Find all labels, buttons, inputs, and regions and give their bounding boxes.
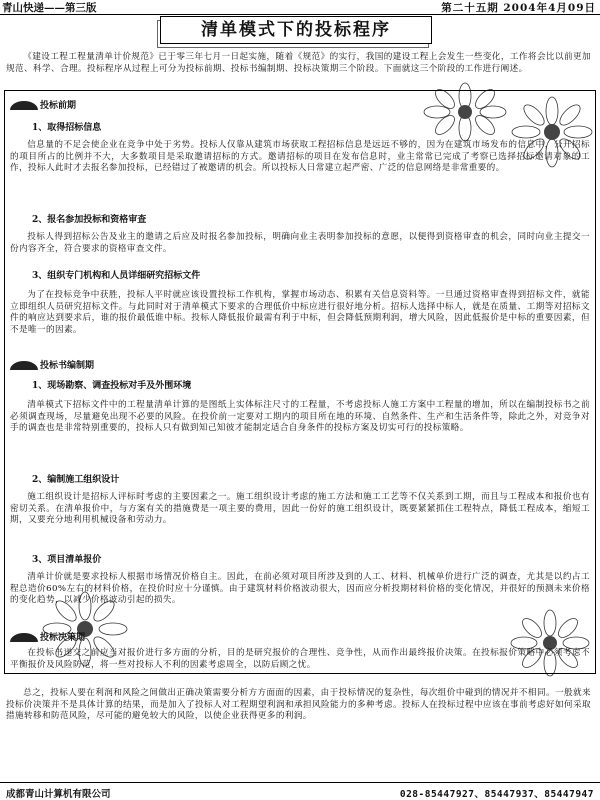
body-paragraph: 信息量的不足会使企业在竞争中处于劣势。投标人仅靠从建筑市场获取工程招标信息是远远不够的，因为在建筑市场发布的信息中，公开招标的项目所占的比例并不大，大多数项目是采取邀请招标的方式。邀请招标的项目在发布信息时，业主常常已完成了考察已选择招标邀请对象的工作，投标人此时才去报名参加投标，已经错过了被邀请的机会。所以投标人日常建立起严密、广泛的信息网络是非常重要的。 (10, 140, 590, 174)
intro-paragraph: 《建设工程工程量清单计价规范》已于零三年七月一日起实施，随着《规范》的实行，我国的建设工程上会发生一些变化，工作将会比以前更加规范、科学、合理。投标程序从过程上可分为投标前期、投标书编制期、投标决策期三个阶段。下面就这三个阶段的工作进行阐述。 (6, 52, 591, 74)
body-paragraph: 为了在投标竞争中获胜，投标人平时就应该设置投标工作机构，掌握市场动态、积累有关信息资料等。一旦通过资格审查得到招标文件，就能立即组织人员研究招标文件。与此同时对于清单模式下要求的合理低价中标应进行很好地分析。招标人选择中标人，就是在质量、工期等对招标文件的响应达到要求后，谁的报价最低谁中标。投标人降低报价最需有利于中标，但会降低预期利润，增大风险，因此低报价是中标的重要因素，但不是唯一的因素。 (10, 290, 590, 335)
subheading: 2、报名参加投标和资格审查 (32, 215, 147, 225)
body-paragraph: 清单计价就是要求投标人根据市场情况价格自主。因此，在前必须对项目所涉及到的人工、材料、机械单价进行广泛的调查，尤其是以约占工程总造价60%左右的材料价格，在投价时应十分谨慎。由于建筑材料价格波动很大，因而应分析投期材料价格的变化情况，并很好的预测未来价格的变化趋势，以减少价格波动引起的损失。 (10, 572, 590, 606)
footer-phones: 028-85447927、85447937、85447947 (399, 789, 594, 800)
section-heading-label: 投标书编制期 (40, 361, 95, 371)
body-paragraph: 投标人得到招标公告及业主的邀请之后应及时报名参加投标，明确向业主表明参加投标的意愿，以便得到资格审查的机会，同时向业主提交一份内容齐全，符合要求的资格审查文件。 (10, 232, 590, 254)
section-heading (10, 98, 76, 111)
subheading: 1、取得招标信息 (32, 123, 102, 133)
leaf-bullet-icon (10, 101, 38, 110)
footer-rule (0, 782, 600, 783)
body-paragraph: 在投标书递交之前应当对报价进行多方面的分析，目的是研究报价的合理性、竞争性，从而作出最终报价决策。在投标报价策略中必须考虑不平衡报价及风险防范，将一些对投标人不利的因素考虑周全，以防后顾之忧。 (10, 648, 590, 670)
leaf-bullet-icon (10, 361, 38, 370)
page-title: 清单模式下的投标程序 (160, 16, 432, 44)
leaf-bullet-icon (10, 633, 38, 642)
conclusion-paragraph: 总之，投标人要在利润和风险之间做出正确决策需要分析方方面面的因素，由于投标情况的复杂性，每次组价中碰到的情况并不相同。一般就来投标价决策并不是具体计算的结果，而是加入了投标人对工程期望利润和承担风险能力的多种考虑。投标人在投标过程中应该在事前考虑好如何采取措施转移和防范风险，尽可能的避免较大的风险，以使企业获得更多的利润。 (6, 688, 591, 722)
masthead-left: 青山快递——第三版 (2, 2, 97, 14)
section-heading (10, 630, 85, 643)
header-rule (0, 14, 600, 15)
section-heading-label: 投标前期 (40, 101, 77, 111)
masthead-right: 第二十五期 2004年4月09日 (441, 2, 596, 14)
body-paragraph: 施工组织设计是招标人评标时考虑的主要因素之一。施工组织设计考虑的施工方法和施工工艺等不仅关系到工期，而且与工程成本和报价也有密切关系。在清单报价中，与方案有关的措施费是一项主要的费用，因此一份好的施工组织设计，既要紧紧抓住工程特点，降低工程成本，缩短工期，又要充分地利用机械设备和劳动力。 (10, 492, 590, 526)
footer-company: 成都青山计算机有限公司 (6, 789, 111, 800)
body-paragraph: 清单模式下招标文件中的工程量清单计算的是图纸上实体标注尺寸的工程量，不考虑投标人施工方案中工程量的增加，所以在编制投标书之前必须调查现场，尽量避免出现不必要的风险。在投价前一定要对工期内的项目所在地的环境、自然条件、生产和生活条件等，除此之外，对竞争对手的调查也是非常特别重要的，投标人只有做到知己知彼才能制定适合自身条件的投标方案及切实可行的投标策略。 (10, 400, 590, 434)
subheading: 1、现场勘察、调查投标对手及外围环境 (32, 381, 192, 391)
section-heading (10, 358, 94, 371)
subheading: 2、编制施工组织设计 (32, 475, 120, 485)
subheading: 3、项目清单报价 (32, 555, 102, 565)
title-area (0, 16, 600, 44)
section-heading-label: 投标决策期 (40, 633, 86, 643)
subheading: 3、组织专门机构和人员详细研究招标文件 (32, 271, 201, 281)
masthead (0, 0, 600, 14)
